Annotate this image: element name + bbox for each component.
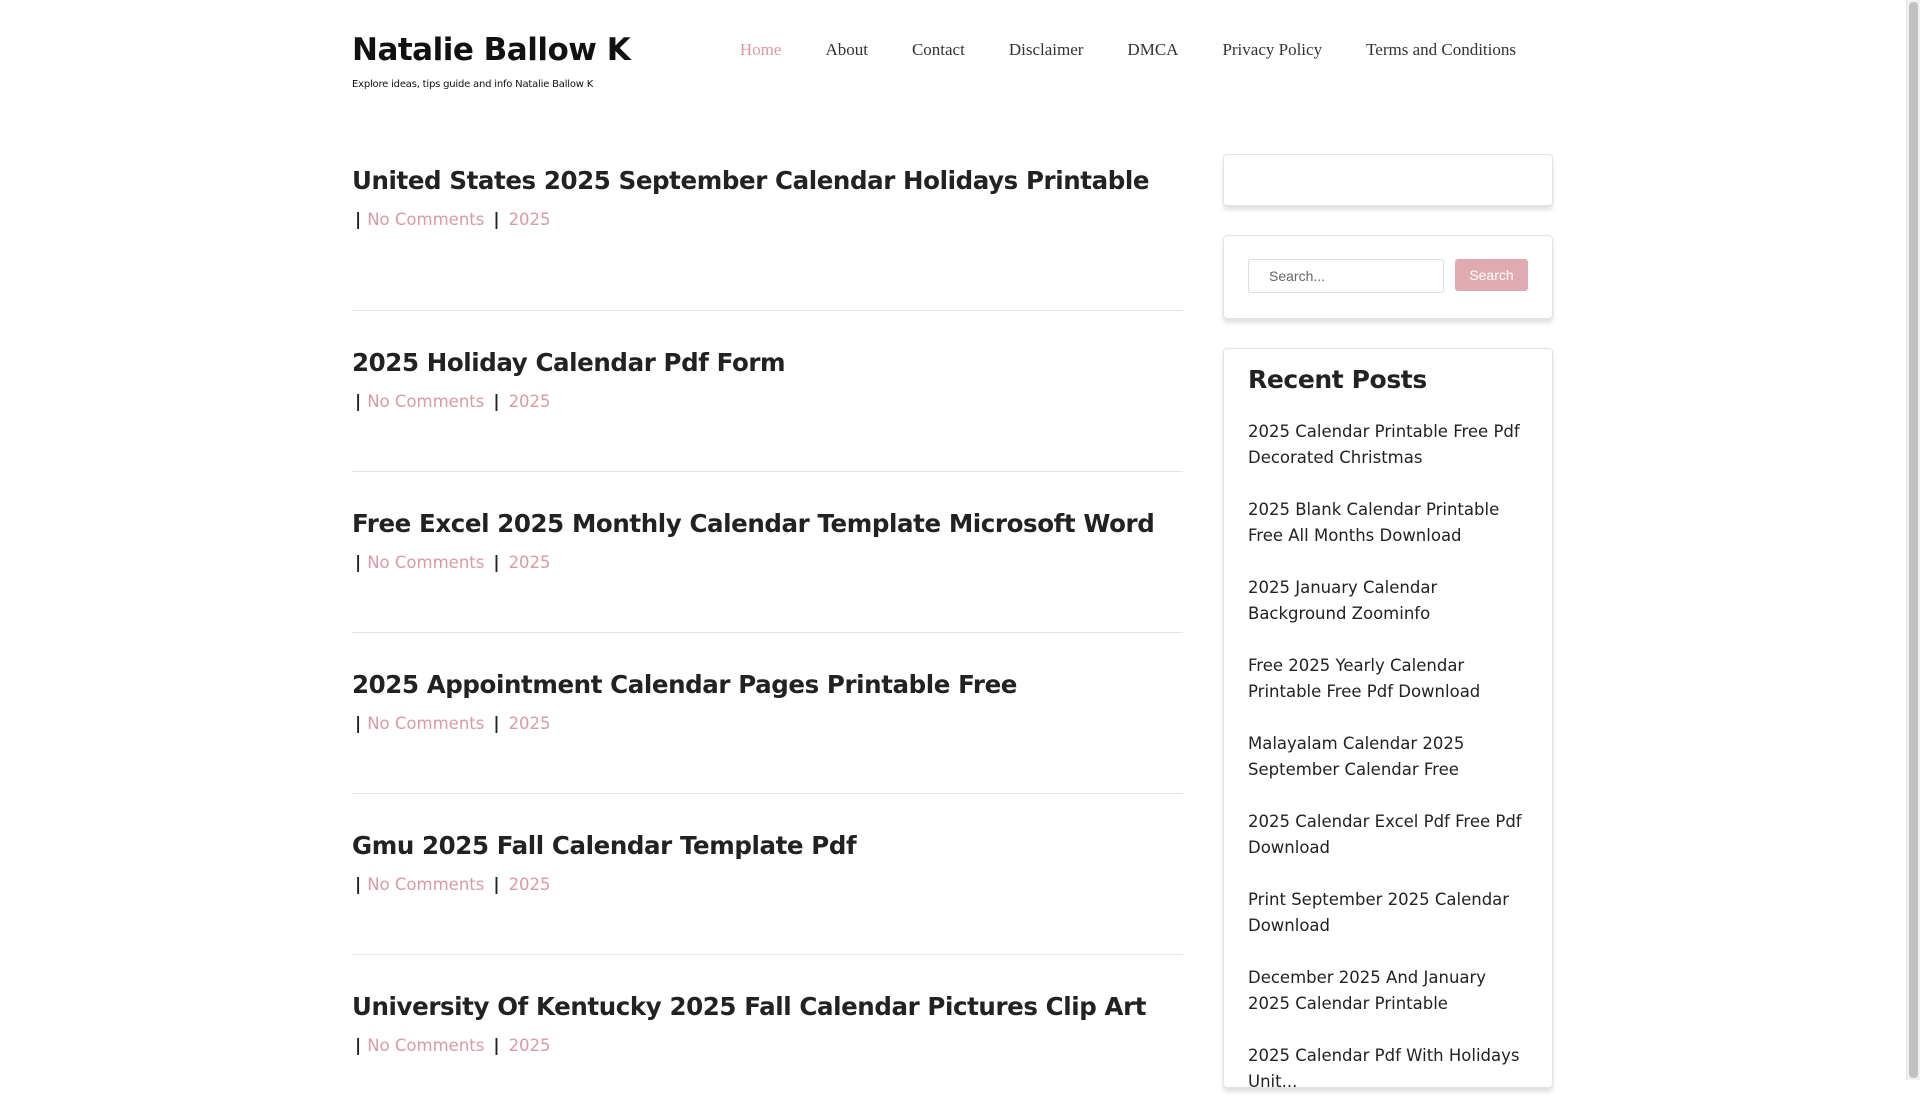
meta-separator: | — [493, 210, 500, 230]
post-item — [352, 472, 1183, 633]
site-title[interactable]: Natalie Ballow K — [352, 32, 631, 68]
brand — [352, 30, 630, 90]
nav-item-contact[interactable]: Contact — [911, 40, 965, 59]
recent-post-link[interactable]: 2025 Blank Calendar Printable Free All Months Download — [1248, 500, 1500, 545]
comments-link[interactable]: No Comments — [367, 1036, 485, 1055]
post-item — [352, 150, 1183, 311]
main-nav — [696, 38, 1516, 62]
post-item — [352, 633, 1183, 794]
category-link[interactable]: 2025 — [508, 210, 551, 229]
recent-post-link[interactable]: Malayalam Calendar 2025 September Calendar Free — [1248, 734, 1465, 779]
comments-link[interactable]: No Comments — [367, 210, 485, 229]
comments-link[interactable]: No Comments — [367, 714, 485, 733]
nav-item-privacy-policy[interactable]: Privacy Policy — [1222, 40, 1323, 59]
post-meta — [352, 712, 1183, 736]
nav-item-terms[interactable]: Terms and Conditions — [1366, 40, 1516, 59]
search-input[interactable] — [1248, 259, 1444, 293]
meta-separator: | — [493, 875, 500, 895]
nav-item-home[interactable]: Home — [739, 40, 782, 59]
post-item — [352, 955, 1183, 1116]
meta-separator: | — [355, 392, 362, 412]
recent-post-link[interactable]: 2025 Calendar Printable Free Pdf Decorated Christmas — [1248, 422, 1520, 467]
category-link[interactable]: 2025 — [508, 553, 551, 572]
meta-separator: | — [493, 714, 500, 734]
recent-post-link[interactable]: December 2025 And January 2025 Calendar Printable — [1248, 968, 1487, 1013]
empty-widget — [1223, 154, 1553, 206]
sidebar — [1223, 154, 1553, 1091]
post-meta — [352, 1034, 1183, 1058]
recent-post-link[interactable]: Free 2025 Yearly Calendar Printable Free Pdf Download — [1248, 656, 1481, 701]
comments-link[interactable]: No Comments — [367, 553, 485, 572]
recent-posts-widget — [1223, 348, 1553, 1091]
meta-separator: | — [355, 1036, 362, 1056]
recent-posts-list — [1248, 419, 1528, 1095]
post-meta — [352, 551, 1183, 575]
nav-item-dmca[interactable]: DMCA — [1127, 40, 1179, 59]
meta-separator: | — [493, 392, 500, 412]
meta-separator: | — [493, 1036, 500, 1056]
post-meta — [352, 208, 1183, 232]
post-title[interactable]: Free Excel 2025 Monthly Calendar Template Microsoft Word — [352, 509, 1155, 538]
category-link[interactable]: 2025 — [508, 1036, 551, 1055]
recent-post-link[interactable]: Print September 2025 Calendar Download — [1248, 890, 1510, 935]
search-button[interactable]: Search — [1455, 259, 1528, 291]
post-meta — [352, 390, 1183, 414]
comments-link[interactable]: No Comments — [367, 392, 485, 411]
post-title[interactable]: Gmu 2025 Fall Calendar Template Pdf — [352, 831, 857, 860]
comments-link[interactable]: No Comments — [367, 875, 485, 894]
scrollbar[interactable] — [1906, 0, 1920, 1080]
post-title[interactable]: University Of Kentucky 2025 Fall Calendar Pictures Clip Art — [352, 992, 1147, 1021]
recent-post-link[interactable]: 2025 Calendar Excel Pdf Free Pdf Download — [1248, 812, 1522, 857]
nav-item-about[interactable]: About — [825, 40, 868, 59]
post-meta — [352, 873, 1183, 897]
post-item — [352, 311, 1183, 472]
search-widget — [1223, 235, 1553, 319]
site-header — [0, 0, 1904, 120]
category-link[interactable]: 2025 — [508, 875, 551, 894]
post-item — [352, 794, 1183, 955]
site-tagline: Explore ideas, tips guide and info Natalie Ballow K — [352, 79, 594, 90]
post-list — [352, 150, 1183, 1116]
category-link[interactable]: 2025 — [508, 392, 551, 411]
meta-separator: | — [493, 553, 500, 573]
meta-separator: | — [355, 714, 362, 734]
nav-item-disclaimer[interactable]: Disclaimer — [1008, 40, 1084, 59]
post-title[interactable]: 2025 Holiday Calendar Pdf Form — [352, 348, 786, 377]
meta-separator: | — [355, 210, 362, 230]
post-title[interactable]: 2025 Appointment Calendar Pages Printable Free — [352, 670, 1018, 699]
recent-posts-title: Recent Posts — [1248, 365, 1427, 394]
recent-post-link[interactable]: 2025 January Calendar Background Zoominfo — [1248, 578, 1438, 623]
meta-separator: | — [355, 553, 362, 573]
meta-separator: | — [355, 875, 362, 895]
post-title[interactable]: United States 2025 September Calendar Holidays Printable — [352, 166, 1150, 195]
recent-post-link[interactable]: 2025 Calendar Pdf With Holidays Unit... — [1248, 1046, 1520, 1091]
category-link[interactable]: 2025 — [508, 714, 551, 733]
scrollbar-thumb[interactable] — [1909, 2, 1918, 1078]
